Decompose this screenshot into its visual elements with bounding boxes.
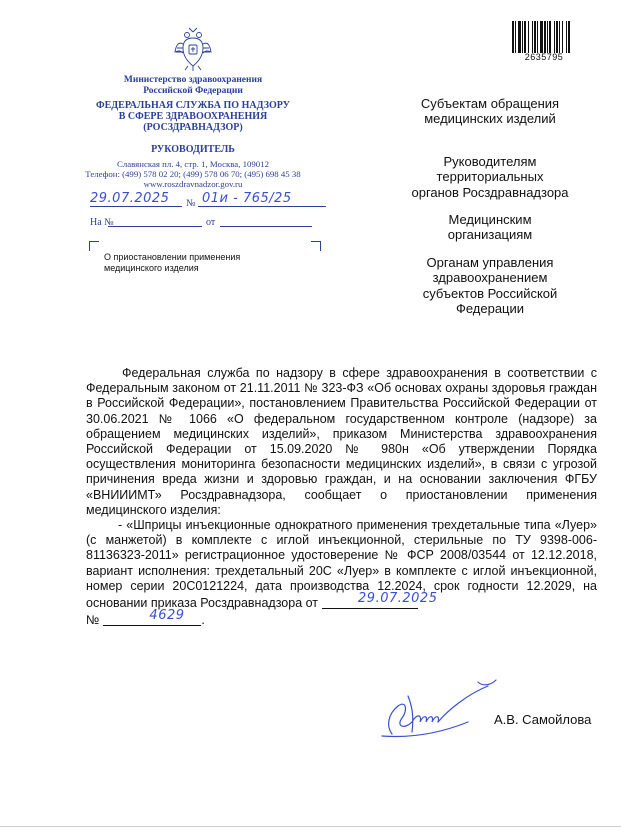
barcode-bar bbox=[528, 21, 529, 53]
barcode-bar bbox=[562, 21, 563, 53]
order-number: 4629 bbox=[149, 608, 185, 624]
ministry-name: Министерство здравоохранения Российской Федерации bbox=[123, 75, 263, 96]
barcode-bar bbox=[518, 21, 521, 53]
reference-date-label: от bbox=[206, 217, 216, 228]
barcode-number: 2635795 bbox=[524, 52, 564, 62]
letter-subject: О приостановлении применения медицинского изделия bbox=[104, 252, 241, 273]
website: www.roszdravnadzor.gov.ru bbox=[143, 179, 243, 189]
barcode-bar bbox=[544, 21, 546, 53]
barcode-bar bbox=[568, 21, 570, 53]
registration-date-field bbox=[90, 191, 182, 207]
addressee-3: Медицинским организациям bbox=[447, 212, 533, 243]
barcode-bar bbox=[556, 21, 558, 53]
registration-number-field bbox=[198, 191, 326, 207]
signature bbox=[378, 676, 502, 740]
order-number-field bbox=[103, 608, 201, 626]
registration-number: 01и - 765/25 bbox=[202, 191, 292, 206]
addressee-4: Органам управления здравоохранением субъектов Российской Федерации bbox=[422, 255, 558, 316]
addressee-2: Руководителям территориальных органов Росздравнадзора bbox=[411, 154, 569, 200]
barcode-bar bbox=[512, 21, 514, 53]
order-date: 29.07.2025 bbox=[358, 591, 438, 607]
service-name: ФЕДЕРАЛЬНАЯ СЛУЖБА ПО НАДЗОРУ В СФЕРЕ ЗДРАВООХРАНЕНИЯ (РОСЗДРАВНАДЗОР) bbox=[96, 100, 290, 133]
subject-corner-left bbox=[89, 241, 99, 251]
order-number-label: № bbox=[86, 613, 100, 628]
reference-number-blank bbox=[108, 226, 202, 227]
barcode-bar bbox=[547, 21, 548, 53]
barcode-bar bbox=[549, 21, 551, 53]
number-label: № bbox=[186, 198, 196, 209]
barcode bbox=[512, 21, 576, 53]
body-paragraph-2: - «Шприцы инъекционные однократного применения трехдетальные типа «Луер» (с манжетой) в комплекте с иглой инъекционной, стерильные по ТУ 9398-006-81136323-2011» регистрационное удостоверение № ФСР 2008/03544 от 12.12.2018, вариант исполнения: трехдетальный 20С «Луер» в комплекте с иглой инъекционной, номер серии 20С0121224, дата производства 12.2024, срок годности 12.2029, на основании приказа Росздравнадзора от 29.07.2025 № 4629 . bbox=[86, 518, 597, 628]
barcode-bar bbox=[515, 21, 516, 53]
coat-of-arms-emblem bbox=[173, 26, 213, 72]
letter-body bbox=[86, 366, 597, 628]
registration-date: 29.07.2025 bbox=[90, 191, 170, 206]
barcode-bar bbox=[559, 21, 560, 53]
barcode-bar bbox=[534, 21, 536, 53]
phone-numbers: Телефон: (499) 578 02 20; (499) 578 06 70; (495) 698 45 38 bbox=[85, 169, 301, 179]
reference-date-blank bbox=[220, 226, 312, 227]
head-title: РУКОВОДИТЕЛЬ bbox=[151, 144, 235, 155]
barcode-bar bbox=[566, 21, 567, 53]
barcode-bar bbox=[522, 21, 523, 53]
page-bottom-edge bbox=[0, 826, 621, 827]
body-paragraph-1: Федеральная служба по надзору в сфере здравоохранения в соответствии с Федеральным законом от 21.11.2011 № 323-ФЗ «Об основах охраны здоровья граждан в Российской Федерации», постановлением Правительства Российской Федерации от 30.06.2021 № 1066 «О федеральном государственном контроле (надзоре) за обращением медицинских изделий», приказом Министерства здравоохранения Российской Федерации от 15.09.2020 № 980н «Об утверждении Порядка осуществления мониторинга безопасности медицинских изделий», в связи с угрозой причинения вреда жизни и здоровью граждан, и на основании заключения ФГБУ «ВНИИИМТ» Росздравнадзора, сообщает о приостановлении применения медицинского изделия: bbox=[86, 366, 597, 517]
barcode-bar bbox=[524, 21, 526, 53]
barcode-bar bbox=[537, 21, 538, 53]
subject-corner-right bbox=[311, 241, 321, 251]
postal-address: Славянская пл. 4, стр. 1, Москва, 109012 bbox=[116, 159, 270, 169]
order-date-field bbox=[322, 591, 438, 609]
addressee-1: Субъектам обращения медицинских изделий bbox=[420, 96, 560, 127]
barcode-bar bbox=[540, 21, 543, 53]
reference-label: На № bbox=[90, 217, 114, 228]
signer-name: А.В. Самойлова bbox=[494, 712, 592, 727]
barcode-bar bbox=[554, 21, 555, 53]
barcode-bar bbox=[532, 21, 533, 53]
